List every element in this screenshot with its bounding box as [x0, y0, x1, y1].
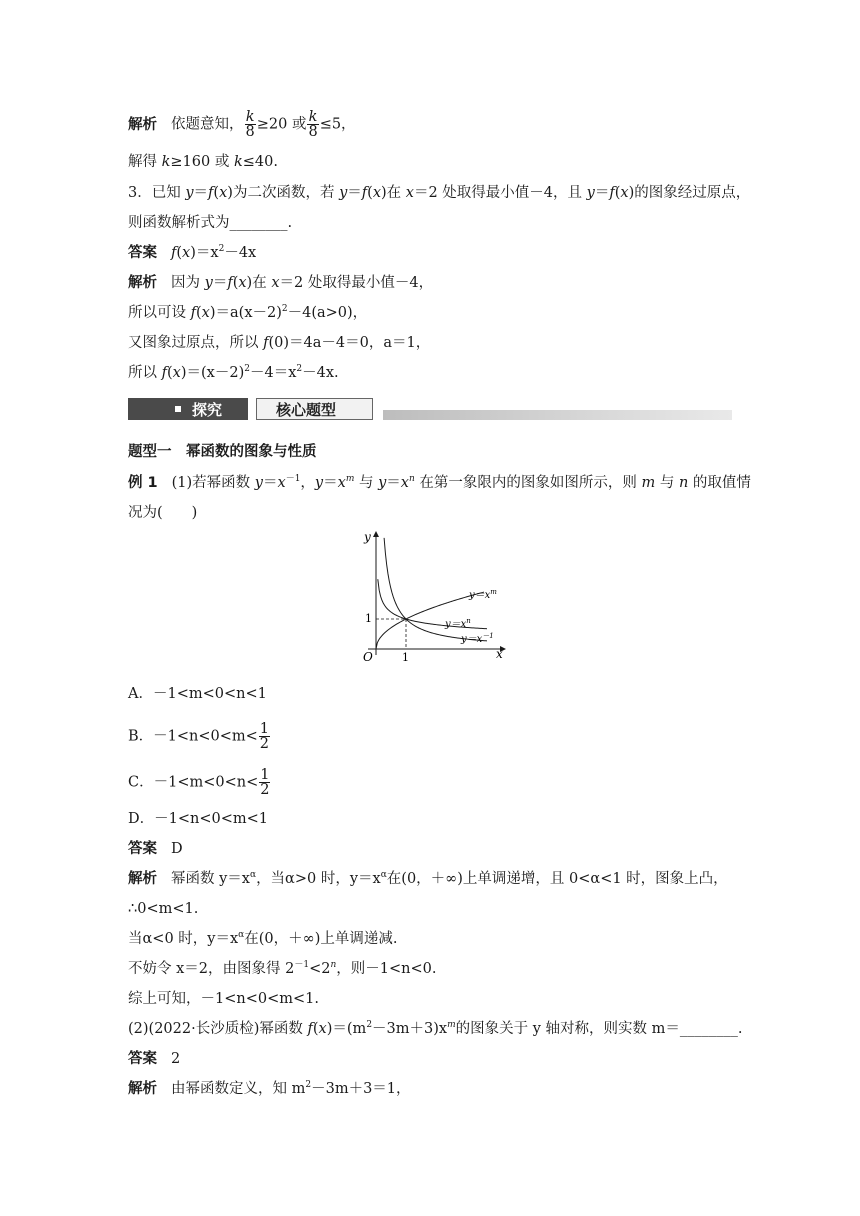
section-banner	[128, 398, 732, 420]
question-3-line-1: 3．已知 y＝f(x)为二次函数，若 y＝f(x)在 x＝2 处取得最小值－4，且 y＝f(x)的图象经过原点，	[128, 185, 751, 201]
origin-label: O	[363, 650, 373, 664]
x-tick-label: 1	[402, 651, 409, 664]
example-1-line-2: 况为( )	[128, 505, 198, 521]
answer-1: 答案 D	[128, 841, 183, 857]
banner-gradient-bar	[383, 410, 732, 420]
curve-label-n: $y=x^n$	[445, 617, 471, 630]
question-2: (2)(2022·长沙质检)幂函数 $f(x)=(m^2-3m+3)x^m$的图象关于 y 轴对称，则实数 m＝________.	[128, 1020, 743, 1037]
analysis-label: 解析	[128, 116, 157, 133]
fraction-one-half: $\frac{1}{2}$	[259, 721, 270, 752]
fraction-one-half: $\frac{1}{2}$	[260, 767, 270, 798]
option-b: B．－1<n<0<m< $\frac{1}{2}$	[128, 721, 270, 752]
example-1-line-1: 例 1 (1)若幂函数 $y=x^{-1}$，$y=x^m$ 与 $y=x^n$ 在第一象限内的图象如图所示，则 m 与 n 的取值情	[128, 474, 751, 491]
type-1-title: 题型一 幂函数的图象与性质	[128, 444, 317, 460]
banner-left-title: 探究	[192, 401, 223, 419]
option-c: C．－1<m<0<n< $\frac{1}{2}$	[128, 767, 270, 798]
analysis-3-line-2: 所以可设 $f(x)=a(x-2)^2-4(a>0)$，	[128, 304, 368, 321]
answer-2: 答案 2	[128, 1051, 181, 1067]
curve-label-m: $y=x^m$	[469, 588, 497, 601]
analysis-1-line-3: 当α<0 时，$y=x^\alpha$在(0，＋∞)上单调递减.	[128, 930, 398, 947]
banner-dark-block	[128, 398, 248, 420]
fraction-k-over-8: $\frac{k}{8}$	[245, 109, 255, 140]
power-function-graph	[350, 525, 510, 665]
analysis-line-2: 解得 k≥160 或 k≤40.	[128, 154, 278, 170]
analysis-2-line-1: 解析 由幂函数定义，知 $m^2-3m+3=1$，	[128, 1080, 411, 1097]
y-axis-label: y	[364, 530, 371, 544]
question-3-line-2: 则函数解析式为________.	[128, 215, 293, 231]
analysis-3-line-4: 所以 $f(x)=(x-2)^2-4=x^2-4x$.	[128, 364, 339, 381]
option-d: D．－1<n<0<m<1	[128, 811, 268, 827]
analysis-1-line-1: 解析 幂函数 $y=x^\alpha$，当α>0 时，$y=x^\alpha$在(0，＋∞)上单调递增，且 0<α<1 时，图象上凸，	[128, 870, 728, 887]
banner-right-title: 核心题型	[276, 401, 337, 419]
analysis-1-line-2: ∴0<m<1.	[128, 901, 199, 917]
fraction-k-over-8: $\frac{k}{8}$	[308, 109, 318, 140]
analysis-3-line-1: 解析 因为 y＝f(x)在 x＝2 处取得最小值－4，	[128, 275, 434, 291]
y-axis-arrow	[373, 531, 379, 537]
curve-label-inverse: $y=x^{-1}$	[461, 632, 494, 645]
x-axis-label: x	[496, 647, 503, 661]
option-a: A．－1<m<0<n<1	[128, 686, 267, 702]
banner-square-icon	[175, 406, 181, 412]
answer-3: 答案 $f(x)=x^2-4x$	[128, 244, 257, 261]
analysis-3-line-3: 又图象过原点，所以 f(0)＝4a－4＝0，a＝1，	[128, 335, 431, 351]
y-tick-label: 1	[365, 612, 372, 625]
analysis-1-line-4: 不妨令 x＝2，由图象得 $2^{-1}<2^n$，则－1<n<0.	[128, 960, 437, 977]
analysis-line-1: 解析 依题意知， $\frac{k}{8}$ ≥20 或 $\frac{k}{8}$ ≤5，	[128, 109, 356, 140]
analysis-1-line-5: 综上可知，－1<n<0<m<1.	[128, 991, 319, 1007]
